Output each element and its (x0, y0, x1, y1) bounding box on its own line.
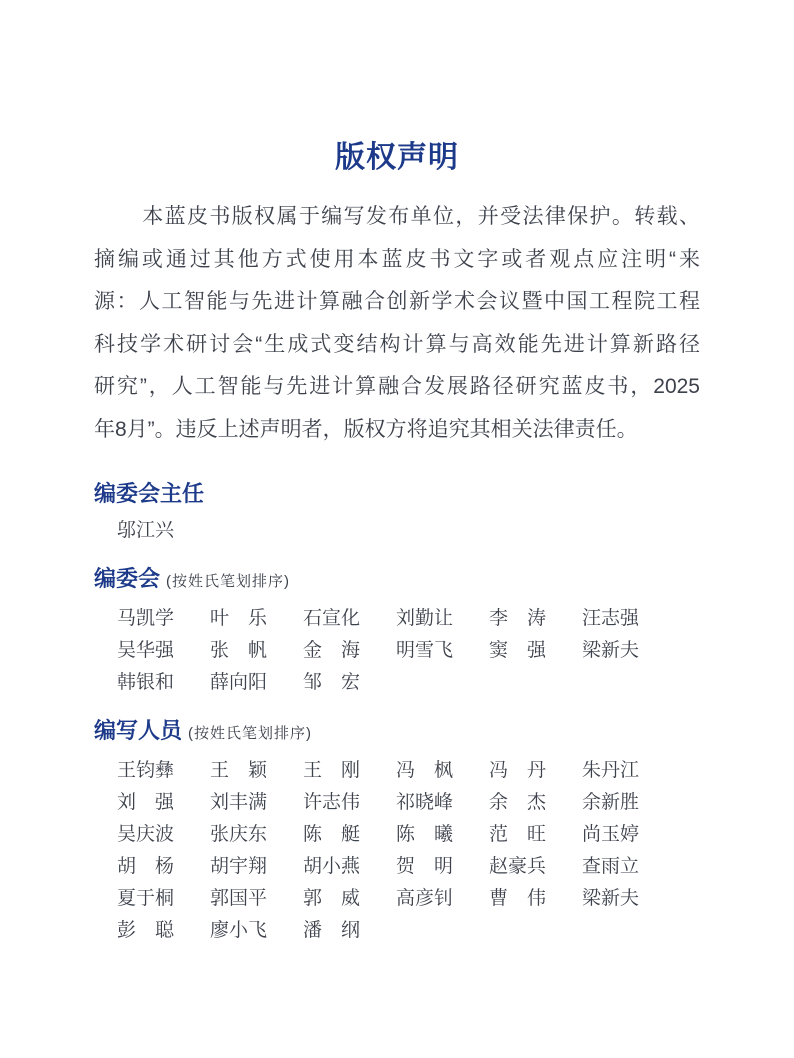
person-name: 窦 强 (489, 640, 547, 661)
person-name: 汪志强 (582, 608, 640, 629)
section-heading-director (94, 481, 700, 507)
heading-text: 编委会主任 (94, 481, 205, 506)
writers-names-list (117, 760, 700, 941)
person-name: 冯 枫 (396, 760, 454, 781)
statement-line: 科技学术研讨会“生成式变结构计算与高效能先进计算新路径 (94, 332, 700, 356)
person-name: 邹 宏 (303, 672, 361, 693)
person-name: 胡宇翔 (210, 856, 268, 877)
person-name: 刘丰满 (210, 792, 268, 813)
section-director (94, 481, 700, 541)
person-name: 范 旺 (489, 824, 547, 845)
person-name: 许志伟 (303, 792, 361, 813)
page-title: 版权声明 (335, 141, 459, 174)
person-name: 朱丹江 (582, 760, 640, 781)
person-name: 马凯学 (117, 608, 175, 629)
person-name: 贺 明 (396, 856, 454, 877)
person-name: 石宣化 (303, 608, 361, 629)
section-writers (94, 718, 700, 941)
person-name: 夏于桐 (117, 888, 175, 909)
person-name: 刘勤让 (396, 608, 454, 629)
person-name: 王 颖 (210, 760, 268, 781)
person-name: 祁晓峰 (396, 792, 454, 813)
person-name: 余新胜 (582, 792, 640, 813)
person-name: 张庆东 (210, 824, 268, 845)
director-names-list (117, 520, 700, 541)
statement-line: 源：人工智能与先进计算融合创新学术会议暨中国工程院工程 (94, 290, 700, 313)
person-name: 潘 纲 (303, 920, 361, 941)
heading-note: (按姓氏笔划排序) (166, 573, 291, 590)
statement-line: 本蓝皮书版权属于编写发布单位，并受法律保护。转载、 (142, 205, 700, 228)
person-name: 余 杰 (489, 792, 547, 813)
copyright-statement (94, 196, 700, 451)
person-name: 尚玉婷 (582, 824, 640, 845)
person-name: 韩银和 (117, 672, 175, 693)
person-name: 彭 聪 (117, 920, 175, 941)
statement-line: 研究”，人工智能与先进计算融合发展路径研究蓝皮书，2025 (94, 375, 700, 398)
person-name: 梁新夫 (582, 640, 640, 661)
person-name: 赵豪兵 (489, 856, 547, 877)
person-name: 吴庆波 (117, 824, 175, 845)
section-committee (94, 566, 700, 693)
person-name: 邬江兴 (117, 520, 175, 541)
person-name: 叶 乐 (210, 608, 268, 629)
person-name: 明雪飞 (396, 640, 454, 661)
person-name: 胡 杨 (117, 856, 175, 877)
heading-text: 编委会 (94, 566, 161, 591)
person-name: 郭 威 (303, 888, 361, 909)
statement-line: 摘编或通过其他方式使用本蓝皮书文字或者观点应注明“来 (94, 247, 700, 271)
person-name: 王 刚 (303, 760, 361, 781)
person-name: 胡小燕 (303, 856, 361, 877)
person-name: 金 海 (303, 640, 361, 661)
heading-note: (按姓氏笔划排序) (188, 725, 313, 742)
person-name: 曹 伟 (489, 888, 547, 909)
person-name: 张 帆 (210, 640, 268, 661)
person-name: 郭国平 (210, 888, 268, 909)
heading-text: 编写人员 (94, 718, 183, 743)
person-name: 吴华强 (117, 640, 175, 661)
statement-line: 年8月”。违反上述声明者，版权方将追究其相关法律责任。 (94, 417, 638, 441)
section-heading-writers (94, 718, 700, 747)
person-name: 薛向阳 (210, 672, 268, 693)
person-name: 梁新夫 (582, 888, 640, 909)
person-name: 廖小飞 (210, 920, 268, 941)
person-name: 陈 艇 (303, 824, 361, 845)
person-name: 李 涛 (489, 608, 547, 629)
person-name: 刘 强 (117, 792, 175, 813)
section-heading-committee (94, 566, 700, 595)
person-name: 冯 丹 (489, 760, 547, 781)
person-name: 王钧彝 (117, 760, 175, 781)
person-name: 高彦钊 (396, 888, 454, 909)
person-name: 陈 曦 (396, 824, 454, 845)
committee-names-list (117, 608, 700, 693)
person-name: 查雨立 (582, 856, 640, 877)
